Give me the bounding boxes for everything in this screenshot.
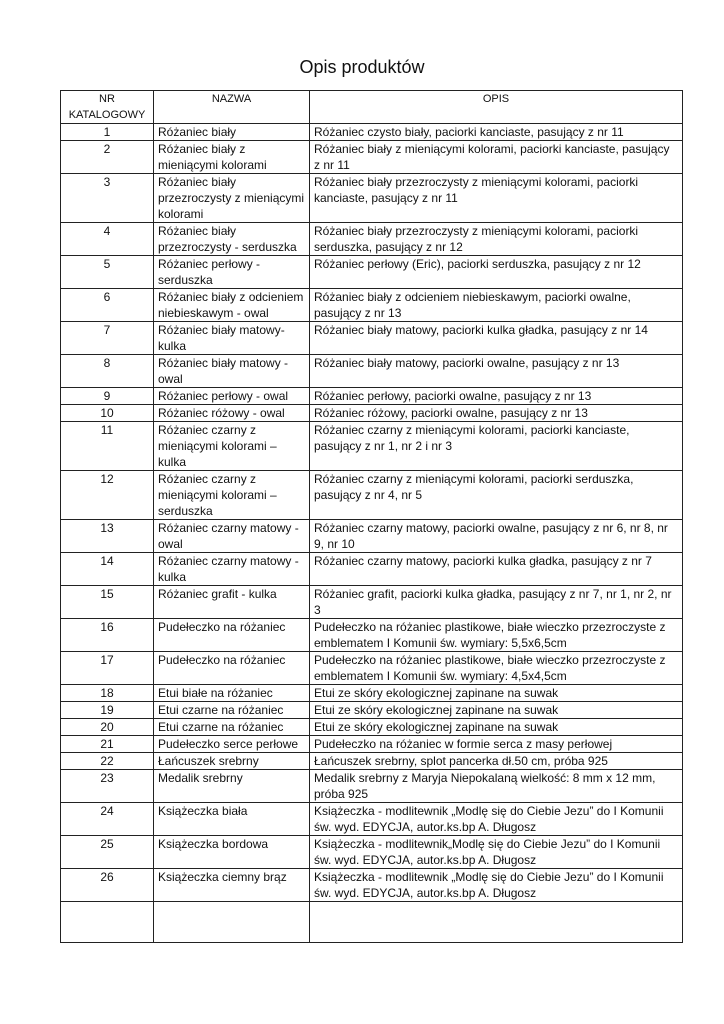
header-nr: NR KATALOGOWY: [61, 91, 154, 124]
catalog-number-cell: 10: [61, 405, 154, 422]
catalog-number-cell: 2: [61, 141, 154, 174]
product-description-cell: Różaniec biały przezroczysty z mieniącymi kolorami, paciorki serduszka, pasujący z nr 12: [310, 223, 683, 256]
catalog-number-cell: 23: [61, 770, 154, 803]
table-row: [61, 405, 683, 422]
catalog-number-cell: 9: [61, 388, 154, 405]
product-description-cell: Książeczka - modlitewnik„Modlę się do Ciebie Jezu” do I Komunii św. wyd. EDYCJA, autor.ks.bp A. Długosz: [310, 836, 683, 869]
catalog-number-cell: 4: [61, 223, 154, 256]
product-description-cell: Medalik srebrny z Maryja Niepokalaną wielkość: 8 mm x 12 mm, próba 925: [310, 770, 683, 803]
header-name: NAZWA: [154, 91, 310, 124]
catalog-number-cell: 18: [61, 685, 154, 702]
product-description-cell: Różaniec biały matowy, paciorki kulka gładka, pasujący z nr 14: [310, 322, 683, 355]
product-description-cell: Różaniec biały przezroczysty z mieniącymi kolorami, paciorki kanciaste, pasujący z nr 11: [310, 174, 683, 223]
catalog-number-cell: 11: [61, 422, 154, 471]
product-description-cell: Książeczka - modlitewnik „Modlę się do Ciebie Jezu” do I Komunii św. wyd. EDYCJA, autor.ks.bp A. Długosz: [310, 869, 683, 902]
table-row: [61, 836, 683, 869]
table-row: [61, 702, 683, 719]
table-row: [61, 753, 683, 770]
empty-cell: [61, 902, 154, 943]
product-description-cell: Etui ze skóry ekologicznej zapinane na suwak: [310, 702, 683, 719]
product-description-cell: Różaniec czarny matowy, paciorki owalne, pasujący z nr 6, nr 8, nr 9, nr 10: [310, 520, 683, 553]
product-name-cell: Książeczka biała: [154, 803, 310, 836]
table-row: [61, 736, 683, 753]
product-name-cell: Etui białe na różaniec: [154, 685, 310, 702]
table-row: [61, 471, 683, 520]
table-row: [61, 388, 683, 405]
product-name-cell: Różaniec biały: [154, 124, 310, 141]
table-row: [61, 869, 683, 902]
product-description-cell: Różaniec biały z mieniącymi kolorami, paciorki kanciaste, pasujący z nr 11: [310, 141, 683, 174]
catalog-number-cell: 12: [61, 471, 154, 520]
product-description-cell: Różaniec czarny z mieniącymi kolorami, paciorki kanciaste, pasujący z nr 1, nr 2 i nr 3: [310, 422, 683, 471]
product-name-cell: Różaniec biały z odcieniem niebieskawym - owal: [154, 289, 310, 322]
page-title: Opis produktów: [299, 57, 425, 77]
catalog-number-cell: 13: [61, 520, 154, 553]
catalog-number-cell: 17: [61, 652, 154, 685]
table-row: [61, 685, 683, 702]
product-name-cell: Pudełeczko na różaniec: [154, 619, 310, 652]
empty-cell: [310, 902, 683, 943]
product-description-cell: Różaniec biały matowy, paciorki owalne, pasujący z nr 13: [310, 355, 683, 388]
table-row: [61, 803, 683, 836]
product-name-cell: Łańcuszek srebrny: [154, 753, 310, 770]
product-description-cell: Różaniec biały z odcieniem niebieskawym, paciorki owalne, pasujący z nr 13: [310, 289, 683, 322]
catalog-number-cell: 6: [61, 289, 154, 322]
table-row: [61, 520, 683, 553]
product-name-cell: Pudełeczko serce perłowe: [154, 736, 310, 753]
table-row: [61, 586, 683, 619]
catalog-number-cell: 22: [61, 753, 154, 770]
catalog-number-cell: 15: [61, 586, 154, 619]
empty-cell: [154, 902, 310, 943]
product-description-cell: Różaniec czysto biały, paciorki kanciaste, pasujący z nr 11: [310, 124, 683, 141]
product-description-cell: Różaniec czarny z mieniącymi kolorami, paciorki serduszka, pasujący z nr 4, nr 5: [310, 471, 683, 520]
catalog-number-cell: 19: [61, 702, 154, 719]
product-name-cell: Książeczka ciemny brąz: [154, 869, 310, 902]
table-row: [61, 355, 683, 388]
table-row: [61, 256, 683, 289]
product-name-cell: Różaniec perłowy - owal: [154, 388, 310, 405]
table-row: [61, 141, 683, 174]
catalog-number-cell: 26: [61, 869, 154, 902]
product-name-cell: Różaniec różowy - owal: [154, 405, 310, 422]
catalog-number-cell: 5: [61, 256, 154, 289]
catalog-number-cell: 8: [61, 355, 154, 388]
product-description-cell: Różaniec różowy, paciorki owalne, pasujący z nr 13: [310, 405, 683, 422]
product-description-cell: Etui ze skóry ekologicznej zapinane na suwak: [310, 719, 683, 736]
product-name-cell: Różaniec biały matowy - owal: [154, 355, 310, 388]
catalog-number-cell: 21: [61, 736, 154, 753]
empty-table-row: [61, 902, 683, 943]
product-description-cell: Pudełeczko na różaniec w formie serca z masy perłowej: [310, 736, 683, 753]
product-description-cell: Różaniec perłowy, paciorki owalne, pasujący z nr 13: [310, 388, 683, 405]
table-row: [61, 619, 683, 652]
table-row: [61, 174, 683, 223]
product-name-cell: Różaniec czarny matowy - owal: [154, 520, 310, 553]
product-name-cell: Różaniec biały przezroczysty z mieniącymi kolorami: [154, 174, 310, 223]
table-row: [61, 322, 683, 355]
product-name-cell: Różaniec czarny z mieniącymi kolorami – kulka: [154, 422, 310, 471]
table-row: [61, 124, 683, 141]
catalog-number-cell: 3: [61, 174, 154, 223]
product-description-cell: Łańcuszek srebrny, splot pancerka dł.50 cm, próba 925: [310, 753, 683, 770]
product-name-cell: Medalik srebrny: [154, 770, 310, 803]
product-name-cell: Różaniec biały przezroczysty - serduszka: [154, 223, 310, 256]
table-row: [61, 422, 683, 471]
table-row: [61, 553, 683, 586]
catalog-number-cell: 7: [61, 322, 154, 355]
product-name-cell: Różaniec czarny z mieniącymi kolorami – serduszka: [154, 471, 310, 520]
product-name-cell: Książeczka bordowa: [154, 836, 310, 869]
table-header-row: [61, 91, 683, 124]
table-row: [61, 719, 683, 736]
product-description-cell: Różaniec grafit, paciorki kulka gładka, pasujący z nr 7, nr 1, nr 2, nr 3: [310, 586, 683, 619]
catalog-number-cell: 16: [61, 619, 154, 652]
product-description-cell: Pudełeczko na różaniec plastikowe, białe wieczko przezroczyste z emblematem I Komunii św. wymiary: 4,5x4,5cm: [310, 652, 683, 685]
product-description-cell: Różaniec perłowy (Eric), paciorki serduszka, pasujący z nr 12: [310, 256, 683, 289]
catalog-number-cell: 20: [61, 719, 154, 736]
product-name-cell: Etui czarne na różaniec: [154, 719, 310, 736]
catalog-number-cell: 24: [61, 803, 154, 836]
product-name-cell: Różaniec czarny matowy - kulka: [154, 553, 310, 586]
product-name-cell: Etui czarne na różaniec: [154, 702, 310, 719]
catalog-number-cell: 1: [61, 124, 154, 141]
product-name-cell: Różaniec grafit - kulka: [154, 586, 310, 619]
product-name-cell: Różaniec perłowy - serduszka: [154, 256, 310, 289]
header-desc: OPIS: [310, 91, 683, 124]
product-name-cell: Różaniec biały matowy-kulka: [154, 322, 310, 355]
product-description-cell: Różaniec czarny matowy, paciorki kulka gładka, pasujący z nr 7: [310, 553, 683, 586]
table-row: [61, 770, 683, 803]
products-table: [60, 90, 683, 943]
product-name-cell: Różaniec biały z mieniącymi kolorami: [154, 141, 310, 174]
product-name-cell: Pudełeczko na różaniec: [154, 652, 310, 685]
table-row: [61, 223, 683, 256]
product-description-cell: Pudełeczko na różaniec plastikowe, białe wieczko przezroczyste z emblematem I Komunii św. wymiary: 5,5x6,5cm: [310, 619, 683, 652]
table-row: [61, 652, 683, 685]
catalog-number-cell: 14: [61, 553, 154, 586]
product-description-cell: Książeczka - modlitewnik „Modlę się do Ciebie Jezu” do I Komunii św. wyd. EDYCJA, autor.ks.bp A. Długosz: [310, 803, 683, 836]
catalog-number-cell: 25: [61, 836, 154, 869]
table-row: [61, 289, 683, 322]
product-description-cell: Etui ze skóry ekologicznej zapinane na suwak: [310, 685, 683, 702]
